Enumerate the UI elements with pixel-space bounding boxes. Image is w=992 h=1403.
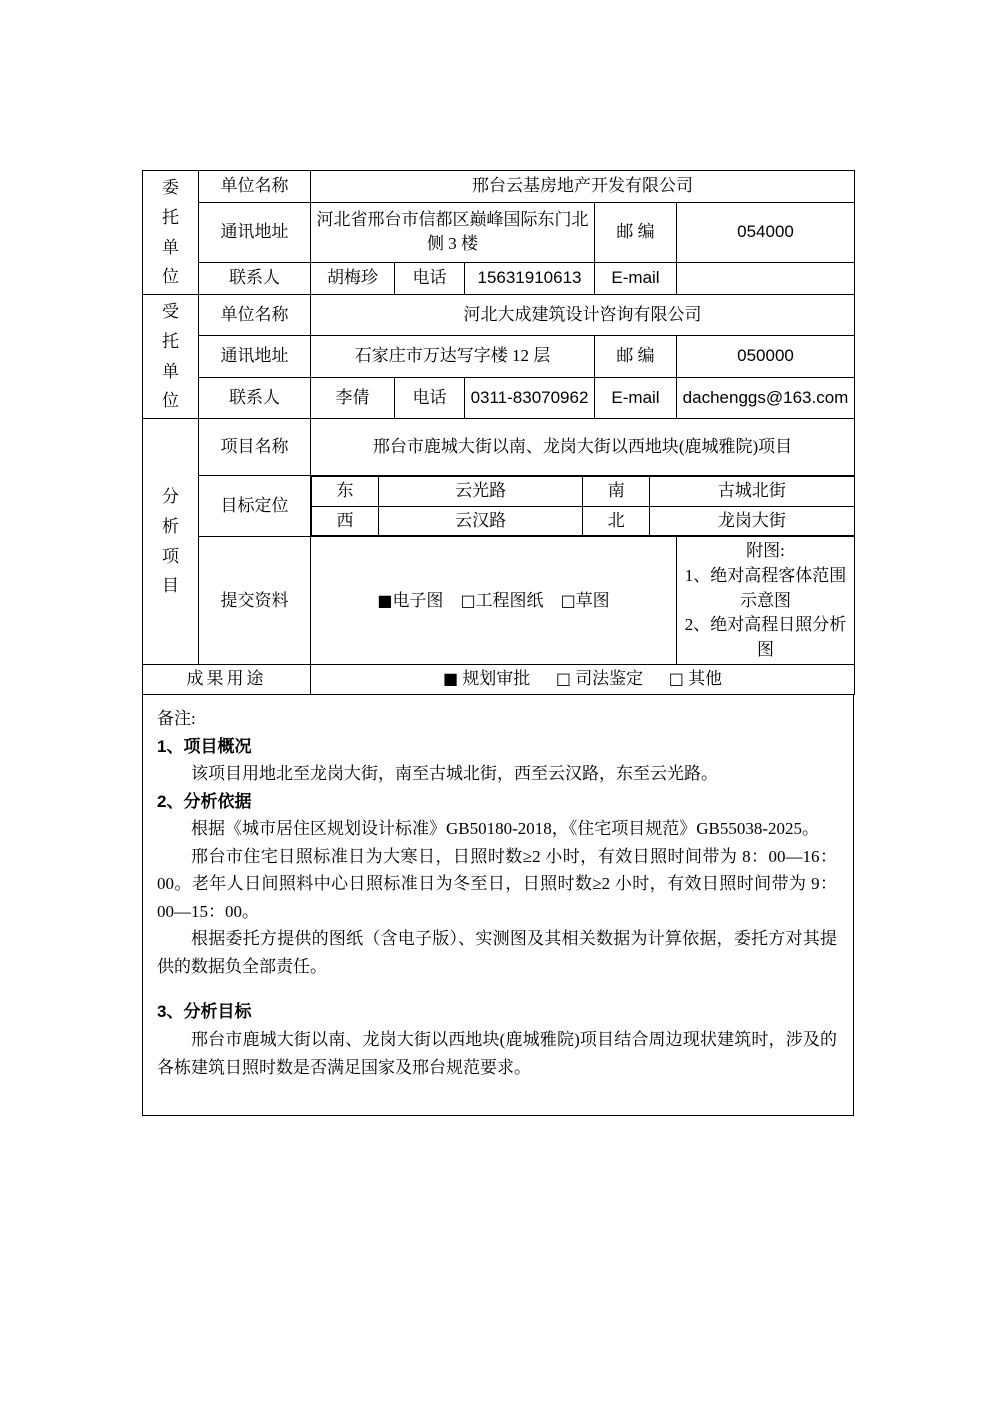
table-row — [143, 203, 855, 262]
boundary-road-west[interactable]: 云汉路 — [379, 506, 583, 536]
table-row — [312, 477, 855, 507]
boundary-subtable-container — [311, 476, 855, 537]
notes-item2-paragraph-3: 根据委托方提供的图纸（含电子版）、实测图及其相关数据为计算依据，委托方对其提供的数据负全部责任。 — [157, 929, 837, 976]
checkbox-unchecked-icon[interactable]: □ — [560, 590, 576, 610]
result-usage-label: 成果用途 — [143, 665, 311, 695]
project-side-label-char-2: 析 — [162, 516, 179, 536]
boundary-road-east[interactable]: 云光路 — [379, 477, 583, 507]
vendor-side-label — [143, 295, 199, 419]
notes-item2-paragraph-1: 根据《城市居住区规划设计标准》GB50180-2018，《住宅项目规范》GB55038-2025。 — [191, 819, 820, 839]
client-phone-value[interactable]: 15631910613 — [465, 262, 595, 294]
checkbox-checked-icon[interactable]: ■ — [442, 669, 459, 689]
client-postcode-value[interactable]: 054000 — [677, 203, 855, 262]
notes-spacer — [157, 980, 837, 998]
notes-item3-title: 3、分析目标 — [157, 1002, 252, 1022]
vendor-postcode-label: 邮 编 — [595, 336, 677, 377]
submit-option-sketch-label: 草图 — [575, 590, 610, 610]
vendor-phone-label: 电话 — [395, 377, 465, 418]
table-row — [143, 419, 855, 476]
vendor-unit-name-label: 单位名称 — [199, 295, 311, 336]
usage-option-planning-approval-label: 规划审批 — [462, 669, 531, 689]
vendor-postcode-value[interactable]: 050000 — [677, 336, 855, 377]
submit-option-engineering-drawing-label: 工程图纸 — [475, 590, 544, 610]
notes-item2-title: 2、分析依据 — [157, 791, 252, 811]
client-address-value[interactable]: 河北省邢台市信都区巅峰国际东门北侧 3 楼 — [311, 203, 595, 262]
client-unit-name-value[interactable]: 邢台云基房地产开发有限公司 — [311, 171, 855, 203]
vendor-side-label-char-3: 单 — [162, 361, 179, 381]
vendor-address-label: 通讯地址 — [199, 336, 311, 377]
vendor-side-label-char-4: 位 — [162, 391, 179, 411]
client-side-label-char-1: 委 — [162, 178, 179, 197]
client-side-label — [143, 171, 199, 295]
submit-option-electronic-label: 电子图 — [392, 590, 444, 610]
table-row — [143, 171, 855, 203]
usage-option-other[interactable] — [669, 669, 722, 688]
target-position-label: 目标定位 — [199, 476, 311, 537]
boundary-dir-south: 南 — [583, 477, 650, 507]
vendor-address-value[interactable]: 石家庄市万达写字楼 12 层 — [311, 336, 595, 377]
notes-heading: 备注: — [157, 709, 196, 729]
client-contact-label: 联系人 — [199, 262, 311, 294]
project-side-label-char-3: 项 — [162, 546, 179, 566]
result-usage-options — [311, 665, 855, 695]
client-address-label: 通讯地址 — [199, 203, 311, 262]
table-row — [143, 476, 855, 537]
notes-item2-paragraph-2: 邢台市住宅日照标准日为大寒日，日照时数≥2 小时，有效日照时间带为 8：00—16：00。老年人日间照料中心日照标准日为冬至日，日照时数≥2 小时，有效日照时间带为 9：00—15：00。 — [157, 846, 837, 921]
client-side-label-char-3: 单 — [162, 237, 179, 257]
project-side-label-char-1: 分 — [162, 487, 179, 507]
client-email-value[interactable] — [677, 262, 855, 294]
boundary-road-north[interactable]: 龙岗大街 — [650, 506, 854, 536]
usage-option-judicial-appraisal[interactable] — [556, 669, 643, 688]
submit-materials-label: 提交资料 — [199, 537, 311, 665]
vendor-unit-name-value[interactable]: 河北大成建筑设计咨询有限公司 — [311, 295, 855, 336]
client-unit-name-label: 单位名称 — [199, 171, 311, 203]
notes-item1-title: 1、项目概况 — [157, 736, 252, 756]
vendor-contact-value[interactable]: 李倩 — [311, 377, 395, 418]
usage-option-judicial-appraisal-label: 司法鉴定 — [575, 669, 644, 689]
vendor-contact-label: 联系人 — [199, 377, 311, 418]
notes-block — [142, 695, 854, 1116]
client-email-label: E-mail — [595, 262, 677, 294]
project-name-label: 项目名称 — [199, 419, 311, 476]
attachment-item-2: 2、绝对高程日照分析图 — [684, 615, 847, 659]
client-contact-value[interactable]: 胡梅珍 — [311, 262, 395, 294]
commission-form-table — [142, 170, 855, 695]
checkbox-checked-icon[interactable]: ■ — [377, 590, 393, 610]
table-row — [143, 537, 855, 665]
table-row — [143, 665, 855, 695]
client-side-label-char-2: 托 — [162, 207, 179, 227]
submit-materials-options — [311, 537, 677, 665]
table-row — [143, 295, 855, 336]
usage-option-planning-approval[interactable] — [443, 669, 530, 688]
submit-option-sketch[interactable] — [561, 591, 610, 610]
boundary-dir-east: 东 — [312, 477, 379, 507]
notes-item3-body: 邢台市鹿城大街以南、龙岗大街以西地块(鹿城雅院)项目结合周边现状建筑时，涉及的各栋建筑日照时数是否满足国家及邢台规范要求。 — [157, 1029, 837, 1077]
client-side-label-char-4: 位 — [162, 267, 179, 287]
table-row — [312, 506, 855, 536]
table-row — [143, 336, 855, 377]
boundary-subtable — [311, 476, 855, 536]
vendor-email-value[interactable]: dachenggs@163.com — [677, 377, 855, 418]
vendor-side-label-char-2: 托 — [162, 331, 179, 351]
client-postcode-label: 邮 编 — [595, 203, 677, 262]
attachment-title: 附图: — [746, 541, 785, 561]
boundary-dir-north: 北 — [583, 506, 650, 536]
project-side-label — [143, 419, 199, 665]
attachment-item-1: 1、绝对高程客体范围示意图 — [684, 565, 847, 610]
checkbox-unchecked-icon[interactable]: □ — [555, 669, 571, 689]
submit-option-electronic[interactable] — [377, 591, 443, 610]
table-row — [143, 377, 855, 418]
boundary-road-south[interactable]: 古城北街 — [650, 477, 854, 507]
checkbox-unchecked-icon[interactable]: □ — [460, 590, 476, 610]
document-page — [142, 170, 854, 1116]
project-name-value[interactable]: 邢台市鹿城大街以南、龙岗大街以西地块(鹿城雅院)项目 — [311, 419, 855, 476]
submit-option-engineering-drawing[interactable] — [460, 591, 543, 610]
attachment-list — [677, 537, 855, 665]
notes-item1-body: 该项目用地北至龙岗大街，南至古城北街，西至云汉路，东至云光路。 — [191, 764, 718, 784]
vendor-side-label-char-1: 受 — [162, 302, 179, 321]
project-side-label-char-4: 目 — [162, 576, 179, 596]
client-phone-label: 电话 — [395, 262, 465, 294]
checkbox-unchecked-icon[interactable]: □ — [668, 669, 684, 689]
usage-option-other-label: 其他 — [688, 669, 723, 689]
vendor-phone-value[interactable]: 0311-83070962 — [465, 377, 595, 418]
vendor-email-label: E-mail — [595, 377, 677, 418]
boundary-dir-west: 西 — [312, 506, 379, 536]
table-row — [143, 262, 855, 294]
